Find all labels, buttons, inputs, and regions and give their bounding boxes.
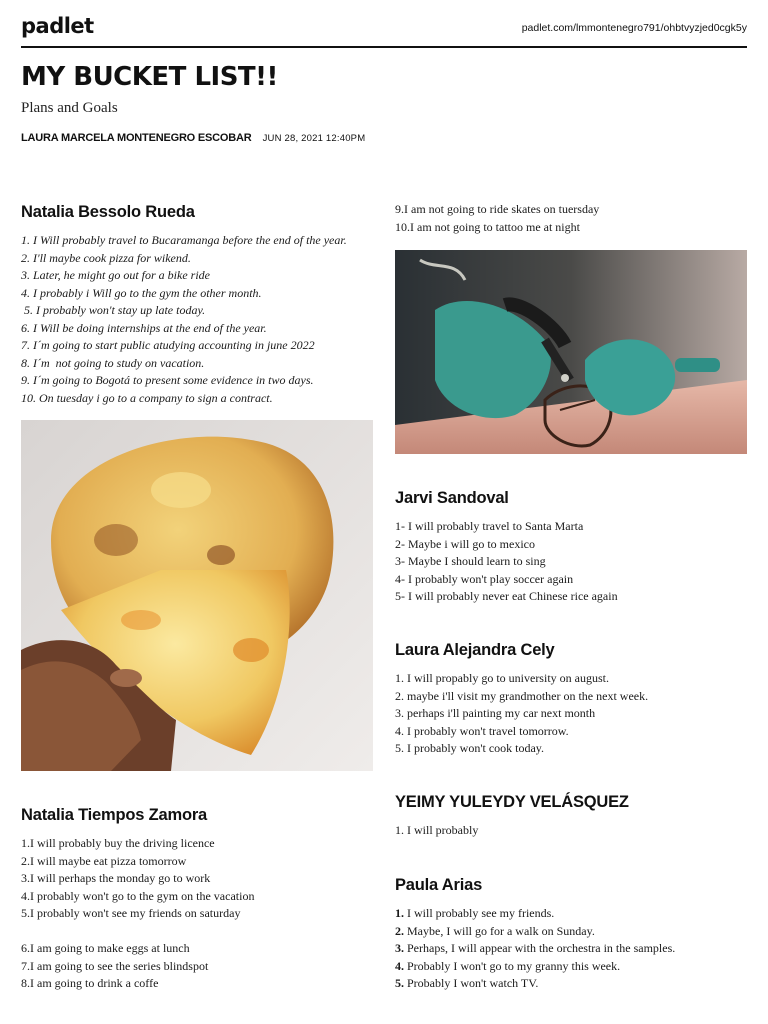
post-line	[395, 923, 747, 941]
post-body	[21, 835, 373, 993]
board-url[interactable]: padlet.com/lmmontenegro791/ohbtvyzjed0cgk5y	[521, 22, 747, 34]
post-line: 3. perhaps i'll painting my car next month	[395, 706, 596, 720]
post-body	[395, 518, 747, 606]
post-line	[395, 905, 747, 923]
post-line: 1. I Will probably travel to Bucaramanga before the end of the year.	[21, 233, 347, 247]
post-line: 4.I probably won't go to the gym on the vacation	[21, 888, 255, 903]
post-line	[395, 975, 747, 993]
post-jarvi-sandoval[interactable]	[395, 489, 747, 606]
post-yeimy-velasquez[interactable]	[395, 793, 747, 840]
padlet-logo[interactable]: padlet	[21, 14, 94, 38]
post-line: 3.I will perhaps the monday go to work	[21, 871, 211, 885]
board-byline	[21, 132, 365, 144]
post-line: 1. I will probably	[395, 823, 479, 837]
post-line: 7. I´m going to start public atudying accounting in june 2022	[21, 338, 315, 352]
post-line: 2. I'll maybe cook pizza for wikend.	[21, 250, 191, 265]
post-title: Natalia Tiempos Zamora	[21, 806, 208, 824]
post-line: 6.I am going to make eggs at lunch	[21, 941, 190, 955]
post-natalia-tiempos[interactable]	[21, 806, 373, 993]
item-text: Perhaps, I will appear with the orchestra in the samples.	[404, 941, 676, 955]
post-line: 8.I am going to drink a coffe	[21, 976, 159, 990]
post-line: 4- I probably won't play soccer again	[395, 571, 574, 586]
post-line: 5. I probably won't stay up late today.	[21, 303, 206, 317]
item-text: Probably I won't watch TV.	[404, 976, 539, 990]
tattoo-image[interactable]	[395, 250, 747, 454]
item-number: 4.	[395, 958, 404, 973]
post-body	[395, 905, 747, 993]
author-name: LAURA MARCELA MONTENEGRO ESCOBAR	[21, 132, 252, 144]
item-number: 1.	[395, 906, 404, 920]
post-line: 10. On tuesday i go to a company to sign a contract.	[21, 390, 273, 405]
post-line: 6. I Will be doing internships at the end of the year.	[21, 320, 267, 335]
board-subtitle: Plans and Goals	[21, 100, 118, 116]
top-bar	[21, 14, 747, 48]
post-title: Laura Alejandra Cely	[395, 641, 555, 659]
post-line: 5.I probably won't see my friends on saturday	[21, 906, 241, 920]
post-body	[395, 201, 747, 236]
post-line: 2. maybe i'll visit my grandmother on the next week.	[395, 688, 649, 703]
post-title: Jarvi Sandoval	[395, 489, 509, 507]
post-line: 1. I will propably go to university on august.	[395, 671, 609, 685]
post-line: 4. I probably won't travel tomorrow.	[395, 723, 569, 738]
post-line: 1.I will probably buy the driving licence	[21, 836, 215, 850]
item-number: 2.	[395, 923, 404, 938]
post-line	[21, 923, 373, 941]
post-line: 1- I will probably travel to Santa Marta	[395, 519, 584, 533]
item-number: 5.	[395, 976, 404, 990]
post-line: 4. I probably i Will go to the gym the other month.	[21, 285, 262, 300]
item-text: I will probably see my friends.	[404, 906, 555, 920]
post-line: 2- Maybe i will go to mexico	[395, 536, 535, 551]
post-line: 2.I will maybe eat pizza tomorrow	[21, 853, 187, 868]
post-line: 8. I´m not going to study on vacation.	[21, 355, 205, 370]
item-text: Probably I won't go to my granny this week.	[404, 958, 621, 973]
post-line: 9.I am not going to ride skates on tuersday	[395, 202, 600, 216]
post-body	[21, 232, 373, 407]
post-line: 9. I´m going to Bogotá to present some evidence in two days.	[21, 373, 314, 387]
post-line	[395, 958, 747, 976]
post-date: JUN 28, 2021 12:40PM	[262, 133, 366, 144]
post-title: Natalia Bessolo Rueda	[21, 203, 195, 221]
board-title: MY BUCKET LIST!!	[21, 62, 278, 92]
post-laura-cely[interactable]	[395, 641, 747, 758]
post-line: 5- I will probably never eat Chinese rice again	[395, 589, 618, 603]
post-title: Paula Arias	[395, 876, 483, 894]
post-body	[395, 822, 747, 840]
post-line: 3. Later, he might go out for a bike ride	[21, 268, 210, 282]
post-line	[395, 940, 747, 958]
post-line: 10.I am not going to tattoo me at night	[395, 219, 580, 234]
post-title: YEIMY YULEYDY VELÁSQUEZ	[395, 793, 629, 811]
post-body	[395, 670, 747, 758]
item-text: Maybe, I will go for a walk on Sunday.	[404, 923, 595, 938]
post-line: 3- Maybe I should learn to sing	[395, 554, 546, 568]
post-line: 5. I probably won't cook today.	[395, 741, 545, 755]
post-paula-arias[interactable]	[395, 876, 747, 993]
post-natalia-bessolo[interactable]	[21, 203, 373, 407]
post-line: 7.I am going to see the series blindspot	[21, 958, 209, 973]
item-number: 3.	[395, 941, 404, 955]
pizza-image[interactable]	[21, 420, 373, 771]
post-continued[interactable]	[395, 201, 747, 236]
